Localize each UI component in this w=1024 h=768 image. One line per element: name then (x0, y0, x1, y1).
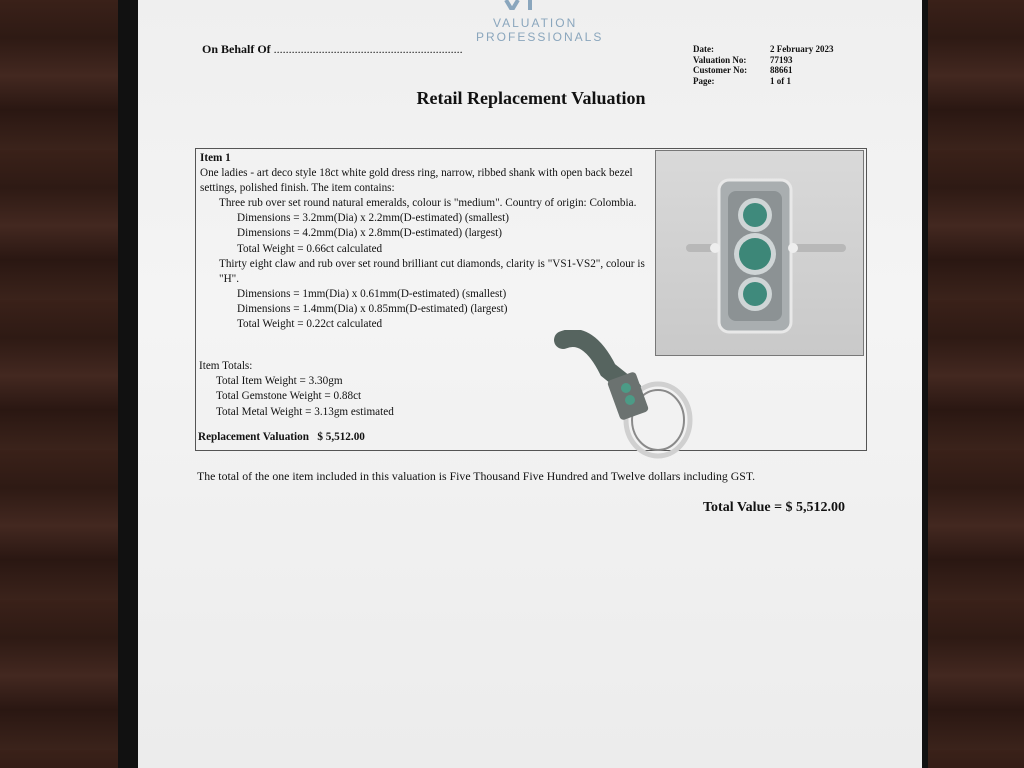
date-label: Date: (693, 44, 714, 54)
item-description (200, 151, 648, 332)
emerald-dim-large: Dimensions = 4.2mm(Dia) x 2.8mm(D-estimated) (largest) (237, 227, 502, 240)
brand-name-line2: PROFESSIONALS (476, 30, 604, 44)
ring-photo (655, 150, 864, 356)
page-value: 1 of 1 (770, 75, 791, 86)
total-value: Total Value = $ 5,512.00 (703, 500, 846, 515)
on-behalf-label: On Behalf Of (202, 42, 271, 56)
diamond-desc: Thirty eight claw and rub over set round brilliant cut diamonds, clarity is "VS1-VS2", colour is "H". (219, 257, 645, 285)
date-value: 2 February 2023 (770, 44, 834, 54)
valuation-no-value: 77193 (770, 54, 793, 65)
emerald-weight: Total Weight = 0.66ct calculated (237, 242, 383, 255)
on-behalf-of (202, 42, 463, 57)
valuation-no-label: Valuation No: (693, 54, 747, 65)
ring-illustration (656, 151, 863, 355)
valuation-summary: The total of the one item included in this valuation is Five Thousand Five Hundred and Twelve dollars including GST. (197, 469, 756, 483)
emerald-desc: Three rub over set round natural emeralds, colour is "medium". Country of origin: Colombia. (219, 197, 637, 210)
diamond-dim-small: Dimensions = 1mm(Dia) x 0.61mm(D-estimated) (smallest) (237, 287, 507, 300)
on-behalf-blank: ............................................................... (273, 42, 463, 56)
total-item-weight: Total Item Weight = 3.30gm (216, 375, 343, 388)
valuation-document (138, 0, 922, 768)
diamond-weight: Total Weight = 0.22ct calculated (237, 318, 383, 331)
emerald-dim-small: Dimensions = 3.2mm(Dia) x 2.2mm(D-estimated) (smallest) (237, 212, 509, 225)
total-gemstone-weight: Total Gemstone Weight = 0.88ct (216, 390, 362, 403)
item-desc: One ladies - art deco style 18ct white gold dress ring, narrow, ribbed shank with open back bezel settings, polished finish. The item contains: (200, 167, 633, 195)
document-meta (693, 44, 834, 86)
item-totals (199, 359, 394, 420)
page-label: Page: (693, 75, 715, 86)
item-heading: Item 1 (200, 152, 231, 164)
replacement-valuation: Replacement Valuation $ 5,512.00 (198, 431, 365, 443)
physical-ring-icon (548, 330, 698, 460)
totals-heading: Item Totals: (199, 360, 253, 372)
customer-no-value: 88661 (770, 65, 793, 75)
page-title: Retail Replacement Valuation (416, 88, 646, 108)
customer-no-label: Customer No: (693, 65, 748, 75)
brand-logo-icon (498, 0, 548, 10)
total-metal-weight: Total Metal Weight = 3.13gm estimated (216, 405, 394, 418)
brand-name-line1: VALUATION (493, 16, 578, 30)
diamond-dim-large: Dimensions = 1.4mm(Dia) x 0.85mm(D-estimated) (largest) (237, 302, 508, 315)
